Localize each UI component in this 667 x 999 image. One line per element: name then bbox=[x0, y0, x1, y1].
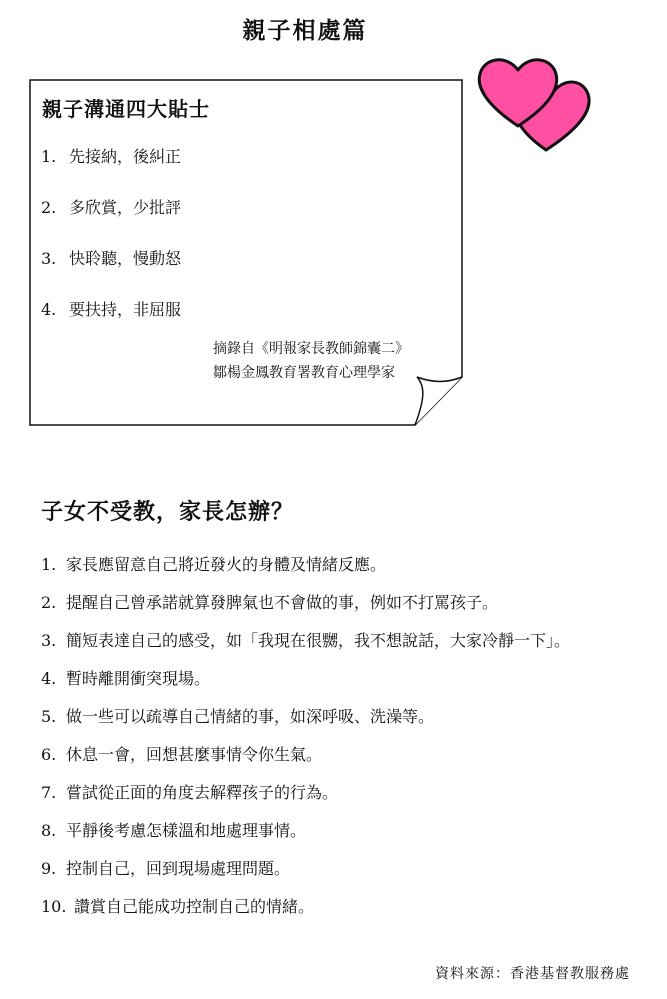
item-number: 9. bbox=[41, 859, 57, 878]
item-number: 3. bbox=[41, 631, 57, 650]
list-item bbox=[41, 820, 641, 842]
steps-list bbox=[41, 554, 641, 934]
item-text: 做一些可以疏導自己情緒的事，如深呼吸、洗澡等。 bbox=[66, 707, 435, 726]
list-item bbox=[41, 782, 641, 804]
tips-list bbox=[41, 147, 181, 351]
tip-text: 快聆聽，慢動怒 bbox=[69, 249, 182, 268]
list-item bbox=[41, 858, 641, 880]
item-text: 讚賞自己能成功控制自己的情緒。 bbox=[74, 897, 315, 916]
item-text: 控制自己，回到現場處理問題。 bbox=[66, 859, 291, 878]
item-text: 平靜後考慮怎樣溫和地處理事情。 bbox=[66, 821, 307, 840]
footer-source: 資料來源：香港基督教服務處 bbox=[435, 966, 630, 982]
tip-number: 3. bbox=[41, 249, 57, 268]
list-item bbox=[41, 896, 641, 918]
tips-title: 親子溝通四大貼士 bbox=[42, 97, 210, 121]
tip-number: 2. bbox=[41, 198, 57, 217]
tip-item bbox=[41, 300, 181, 351]
item-number: 2. bbox=[41, 593, 57, 612]
item-text: 嘗試從正面的角度去解釋孩子的行為。 bbox=[66, 783, 339, 802]
item-text: 家長應留意自己將近發火的身體及情緒反應。 bbox=[66, 555, 387, 574]
item-number: 1. bbox=[41, 555, 57, 574]
list-item bbox=[41, 630, 641, 652]
list-item bbox=[41, 668, 641, 690]
item-number: 5. bbox=[41, 707, 57, 726]
item-number: 6. bbox=[41, 745, 57, 764]
item-number: 4. bbox=[41, 669, 57, 688]
tip-item bbox=[41, 147, 181, 198]
tip-number: 4. bbox=[41, 300, 57, 319]
item-text: 暫時離開衝突現場。 bbox=[66, 669, 211, 688]
list-item bbox=[41, 554, 641, 576]
tip-text: 要扶持，非屈服 bbox=[69, 300, 182, 319]
list-item bbox=[41, 706, 641, 728]
tip-item bbox=[41, 249, 181, 300]
section-title: 子女不受教，家長怎辦？ bbox=[41, 499, 295, 525]
item-text: 休息一會，回想甚麼事情令你生氣。 bbox=[66, 745, 323, 764]
tip-item bbox=[41, 198, 181, 249]
tip-number: 1. bbox=[41, 147, 57, 166]
tips-source-line-2: 鄒楊金鳳教育署教育心理學家 bbox=[213, 365, 395, 381]
item-text: 簡短表達自己的感受，如「我現在很嬲，我不想說話，大家冷靜一下」。 bbox=[66, 631, 571, 650]
list-item bbox=[41, 744, 641, 766]
tip-text: 先接納，後糾正 bbox=[69, 147, 182, 166]
item-number: 7. bbox=[41, 783, 57, 802]
item-number: 8. bbox=[41, 821, 57, 840]
tips-source bbox=[213, 337, 409, 385]
tips-source-line-1: 摘錄自《明報家長教師錦囊二》 bbox=[213, 341, 409, 357]
tip-text: 多欣賞，少批評 bbox=[69, 198, 182, 217]
item-number: 10. bbox=[41, 897, 67, 916]
item-text: 提醒自己曾承諾就算發脾氣也不會做的事，例如不打罵孩子。 bbox=[66, 593, 499, 612]
list-item bbox=[41, 592, 641, 614]
two-hearts-icon bbox=[474, 52, 624, 154]
page-title: 親子相處篇 bbox=[242, 17, 368, 44]
tips-note-card bbox=[29, 79, 463, 425]
